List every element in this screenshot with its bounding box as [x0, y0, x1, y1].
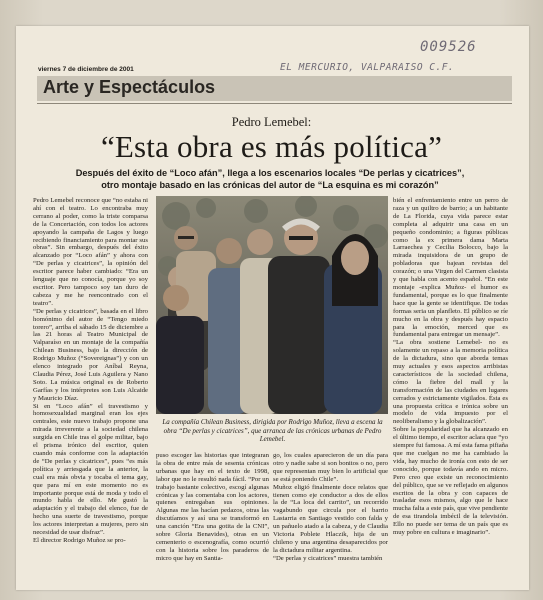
byline: Pedro Lemebel: — [231, 115, 312, 129]
cast-photo — [156, 196, 388, 414]
photo-caption: La compañía Chilean Business, dirigida por Rodrigo Muñoz, lleva a escena la obra “De perlas y cicatrices”, que arranca de las crónicas urbanas de Pedro Lemebel. — [162, 418, 383, 443]
dateline: viernes 7 de diciembre de 2001 — [38, 66, 134, 73]
section-title: Arte y Espectáculos — [43, 77, 216, 97]
handwritten-archive-number: 009526 — [420, 39, 477, 55]
article-column-bottom-2: go, los cuales aparecieron de un día para otro y nadie sabe si son bonitos o no, pero que representan muy bien lo artificial que se está poniendo Chile”. Muñoz eligió finalmente doce relatos que tienen como eje conductor a dos de ellos la de “La loca del carrito”, un recorrido vagabundo que circula por el barrio Lastarria en Santiago vestido con falda y un pañuelo atado a la cabeza, y de Claudia Victoria Poblete Hlaczik, hija de un chileno y una argentina desaparecidos por la dictadura militar argentina. “De perlas y cicatrices” muestra también — [273, 452, 388, 562]
cast-photo-illustration — [156, 196, 388, 414]
headline: “Esta obra es más política” — [100, 129, 443, 164]
deck-subheadline: Después del éxito de “Loco afán”, llega a los escenarios locales “De perlas y cicatrices”, otro montaje basado en las crónicas del autor de “La esquina es mi corazón” — [75, 168, 465, 190]
article-column-left: Pedro Lemebel reconoce que “no estaba ni ahí con el teatro. Lo encontraba muy cerrano al poder, como la triste comparsa de la Concertación, con todos los actores apoyando la campaña de Lagos y luego recibiendo financiamiento para montar sus obras”. Sin embargo, después del éxito alcanzado por “Loco afán” y ahora con “De perlas y cicatrices”, la opinión del escritor parece haber cambiado: “Era un lenguaje que no conocía, porque yo soy escritor. Pero tampoco soy tan duro de cabeza y me he reencontrado con el teatro”. “De perlas y cicatrices”, basada en el libro homónimo del autor de “Tengo miedo torero”, arriba el sábado 15 de diciembre a las 21 horas al Teatro Municipal de Valparaíso en un montaje de la compañía Chilean Business, bajo la dirección de Rodrigo Muñoz (“Sovereignas”) y con un elenco integrado por Aníbal Reyna, Claudia Pérez, José Luis Aguilera y Nano Soto. La música original es de Roberto Garfías y los intérpretes son Luis Alcaide y Mauricio Díaz. Si en “Loco afán” el travestismo y homosexualidad marginal eran los ejes centrales, este nuevo trabajo propone una mirada irreverente a la sociedad chilena surgida en Chile tras el golpe militar, bajo el prisma irónico del escritor, quien cuando más conforme con la adaptación de “De perlas y cicatrices”, pues “es más política y arriesgada que la anterior, la cual era más obvia y tocaba el tema gay, que para mí en este momento no es importante porque está de moda y todo el mundo habla de ello. Me gustó la adaptación y el trabajo del elenco, fue de hecho una suerte de travestismo, porque los actores interpretan a mujeres, pero sin necesidad de usar disfraz”. El director Rodrigo Muñoz se pro- — [33, 197, 148, 544]
article-column-bottom-1: puso escoger las historias que integraran la obra de entre más de sesenta crónicas urbanas que hay en el texto de 1998, labor que no le resultó nada fácil. “Por un trabajo bastante colectivo, escogí algunas crónicas y las comentaba con los actores, quienes entregaban sus opiniones. Algunas me las hacían pedazos, otras las discutíamos y así una se transformó en una canción “Era una gotita de la CNI”, sobre Gloria Benavides), otras en un cementerio o escenografía, como ocurrió con la historia sobre los paraderos de micro que hay en Santia- — [156, 452, 269, 562]
handwritten-source-note: EL MERCURIO, VALPARAISO C.F. — [280, 62, 455, 73]
article-column-right: bién el enfrentamiento entre un perro de raza y un quiltro de barrio; a un habitante de La Florida, cuya vida parece estar completa al adquirir una casa en un pequeño condominio; a figuras públicas como la ex primera dama Marta Larraechea y Cecilia Bolocco, bajo la mirada inquisidora de un grupo de pobladoras que bajean revistas del corazón; o una Virgen del Carmen clasista y que habla con acento español. “En este montaje -explica Muñoz- el humor es fundamental, porque es lo que finalmente hace que la gente se identifique. De todas formas seria un planfleto. El público se ríe mucho en la obra y después hay espacio para la emoción, merced que es fundamental para entregar un mensaje”. “La obra sostiene Lemebel- no es solamente un repaso a la memoria política de la dictadura, sino que aborda temas muy actuales y esos aspectos arribistas característicos de la sociedad chilena, cómo la fiebre del mall y la transformación de las ciudades en lugares cerrados y estrictamente vigilados. Ésta es una propuesta crítica e irónica sobre un modelo de vida impuesto por el neoliberalismo y la globalización”. Sobre la popularidad que ha alcanzado en el último tiempo, el escritor aclara que “yo siempre fui famosa. A mí esta fama pifiaña que me cuelgan no me ha cambiado la vida, hay mucho de ironía con esto de ser conocido, porque todavía ando en micro. Pero creo que existe un reconocimiento del público, que se ve reflejado en algunos escritos de la obra y con capaces de trasladar esos mismos, algo que le hace mucha falta a este país, que vive pendiente de esa tirandola imbécil de la televisión. Ello no puede ser tema de un país que es muy pobre en cultura e imaginario”. — [393, 197, 508, 537]
section-rule — [37, 103, 512, 104]
